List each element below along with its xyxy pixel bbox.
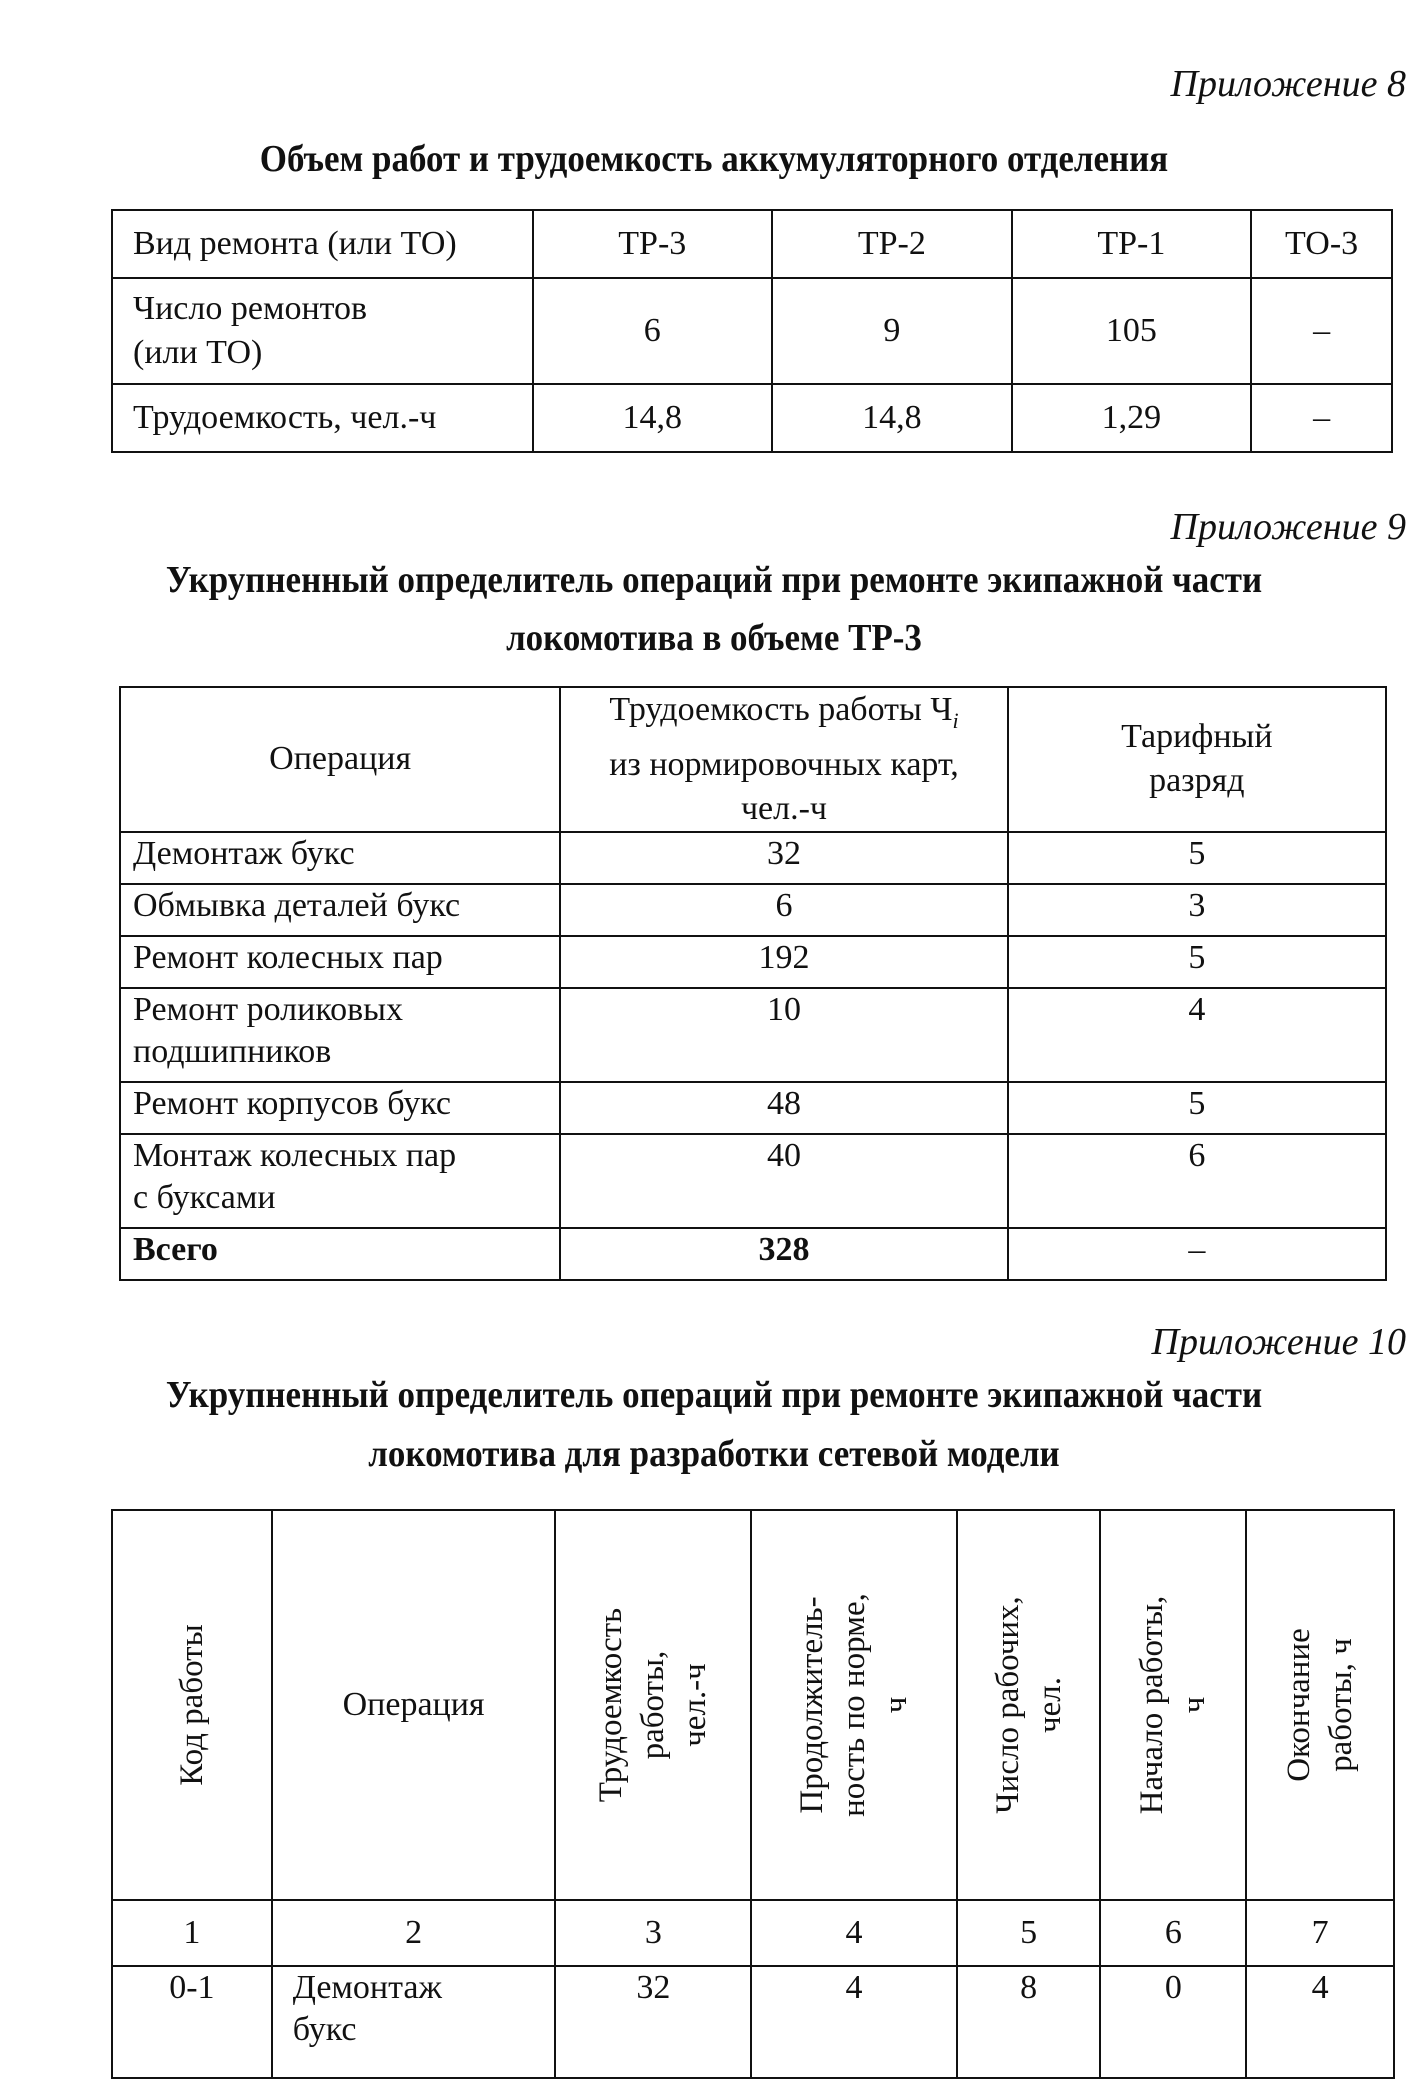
header-operation: Операция [120, 687, 560, 832]
table-header-row [112, 1510, 1394, 1900]
table-row [120, 936, 1386, 988]
grade-value: 4 [1008, 988, 1386, 1082]
table-row [112, 384, 1392, 452]
appendix-10-title-line1: Укрупненный определитель операций при ремонте экипажной части [165, 1374, 1263, 1416]
cell-value: – [1251, 384, 1392, 452]
cell-value: 1,29 [1012, 384, 1252, 452]
operation-name: Ремонт корпусов букс [120, 1082, 560, 1134]
table-row [120, 1082, 1386, 1134]
operation-name: Демонтаж букс [272, 1966, 556, 2078]
total-row [120, 1228, 1386, 1280]
labor-value: 48 [560, 1082, 1007, 1134]
table-row [120, 988, 1386, 1082]
cell-value: 14,8 [772, 384, 1012, 452]
duration-value: 4 [751, 1966, 957, 2078]
labor-value: 10 [560, 988, 1007, 1082]
appendix-8-label: Приложение 8 [1170, 63, 1406, 105]
column-number: 2 [272, 1900, 556, 1966]
header-repair-type: Вид ремонта (или ТО) [112, 210, 533, 278]
appendix-10-title-line2: локомотива для разработки сетевой модели [368, 1433, 1060, 1475]
column-number: 5 [957, 1900, 1101, 1966]
grade-value: 6 [1008, 1134, 1386, 1228]
labor-value: 32 [555, 1966, 751, 2078]
header-duration: Продолжитель- ность по норме, ч [751, 1510, 957, 1900]
appendix-10-label: Приложение 10 [1151, 1321, 1406, 1363]
appendix-9-title-line1: Укрупненный определитель операций при ремонте экипажной части [165, 559, 1263, 601]
work-code: 0-1 [112, 1966, 272, 2078]
header-labor: Трудоемкость работы, чел.-ч [555, 1510, 751, 1900]
cell-value: – [1251, 278, 1392, 384]
operation-name: Монтаж колесных пар с буксами [120, 1134, 560, 1228]
column-number: 1 [112, 1900, 272, 1966]
labor-value: 32 [560, 832, 1007, 884]
start-value: 0 [1100, 1966, 1246, 2078]
header-labor: Трудоемкость работы $Ч_i$ из нормировочных карт, чел.-ч [560, 687, 1007, 832]
end-value: 4 [1246, 1966, 1394, 2078]
header-tr2: ТР-2 [772, 210, 1012, 278]
grade-value: 5 [1008, 1082, 1386, 1134]
cell-value: 105 [1012, 278, 1252, 384]
table-row [120, 1134, 1386, 1228]
table-row [112, 1966, 1394, 2078]
running-gear-operations-table [119, 686, 1387, 1281]
grade-value: 5 [1008, 832, 1386, 884]
column-numbers-row [112, 1900, 1394, 1966]
header-code: Код работы [112, 1510, 272, 1900]
operation-name: Ремонт роликовых подшипников [120, 988, 560, 1082]
operation-name: Обмывка деталей букс [120, 884, 560, 936]
header-operation: Операция [272, 1510, 556, 1900]
table-row [112, 278, 1392, 384]
cell-value: 9 [772, 278, 1012, 384]
column-number: 6 [1100, 1900, 1246, 1966]
header-to3: ТО-3 [1251, 210, 1392, 278]
header-end: Окончание работы, ч [1246, 1510, 1394, 1900]
cell-value: 6 [533, 278, 773, 384]
labor-value: 192 [560, 936, 1007, 988]
grade-value: 3 [1008, 884, 1386, 936]
table-row [120, 832, 1386, 884]
cell-value: 14,8 [533, 384, 773, 452]
row-label: Число ремонтов (или ТО) [112, 278, 533, 384]
table-header-row [112, 210, 1392, 278]
row-label: Трудоемкость, чел.-ч [112, 384, 533, 452]
operation-name: Демонтаж букс [120, 832, 560, 884]
battery-dept-table [111, 209, 1393, 453]
column-number: 7 [1246, 1900, 1394, 1966]
header-workers: Число рабочих, чел. [957, 1510, 1101, 1900]
header-start: Начало работы, ч [1100, 1510, 1246, 1900]
workers-value: 8 [957, 1966, 1101, 2078]
header-tr3: ТР-3 [533, 210, 773, 278]
header-grade: Тарифный разряд [1008, 687, 1386, 832]
appendix-8-title: Объем работ и трудоемкость аккумуляторного отделения [259, 138, 1169, 180]
table-header-row [120, 687, 1386, 832]
appendix-9-title-line2: локомотива в объеме ТР-3 [506, 617, 922, 659]
appendix-9-label: Приложение 9 [1170, 506, 1406, 548]
labor-value: 6 [560, 884, 1007, 936]
network-model-table [111, 1509, 1395, 2079]
total-grade: – [1008, 1228, 1386, 1280]
table-row [120, 884, 1386, 936]
column-number: 3 [555, 1900, 751, 1966]
column-number: 4 [751, 1900, 957, 1966]
header-tr1: ТР-1 [1012, 210, 1252, 278]
total-label: Всего [120, 1228, 560, 1280]
grade-value: 5 [1008, 936, 1386, 988]
operation-name: Ремонт колесных пар [120, 936, 560, 988]
total-labor: 328 [560, 1228, 1007, 1280]
labor-value: 40 [560, 1134, 1007, 1228]
